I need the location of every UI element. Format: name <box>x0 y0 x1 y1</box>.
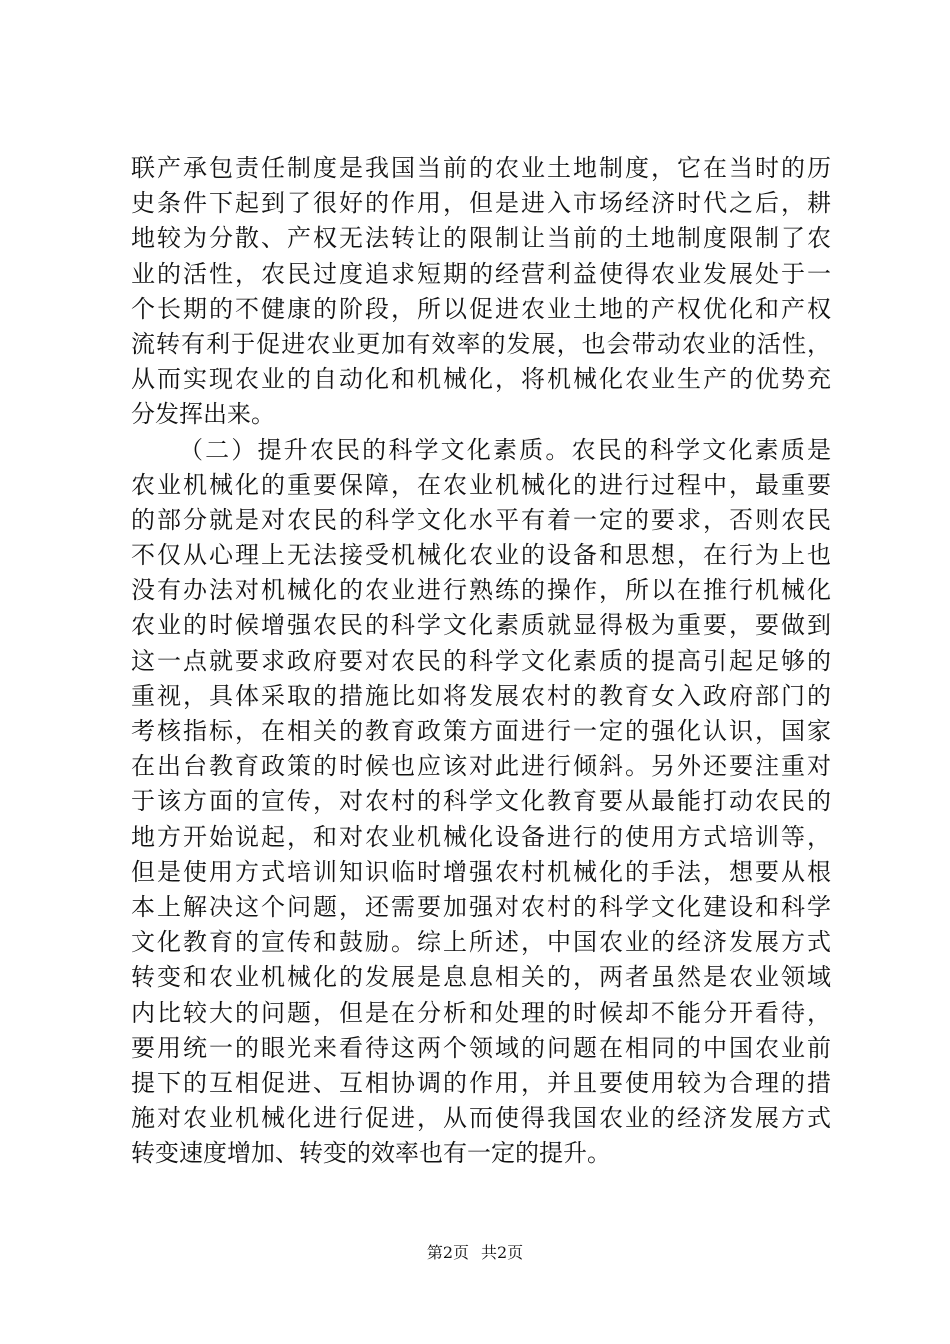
text-line: 提下的互相促进、互相协调的作用，并且要使用较为合理的措 <box>131 1068 831 1097</box>
text-line: 史条件下起到了很好的作用，但是进入市场经济时代之后，耕 <box>131 189 831 218</box>
text-line: 的部分就是对农民的科学文化水平有着一定的要求，否则农民 <box>131 505 831 534</box>
text-line: 地方开始说起，和对农业机械化设备进行的使用方式培训等， <box>131 822 831 851</box>
text-line: 但是使用方式培训知识临时增强农村机械化的手法，想要从根 <box>131 857 831 886</box>
text-line: 施对农业机械化进行促进，从而使得我国农业的经济发展方式 <box>131 1104 831 1133</box>
body-text <box>131 151 831 1171</box>
text-line: 个长期的不健康的阶段，所以促进农业土地的产权优化和产权 <box>131 294 831 323</box>
text-line: 内比较大的问题，但是在分析和处理的时候却不能分开看待， <box>131 998 831 1027</box>
text-line: 这一点就要求政府要对农民的科学文化素质的提高引起足够的 <box>131 646 831 675</box>
text-line: 业的活性，农民过度追求短期的经营利益使得农业发展处于一 <box>131 259 831 288</box>
text-line: （二）提升农民的科学文化素质。农民的科学文化素质是 <box>179 435 831 464</box>
text-line: 没有办法对机械化的农业进行熟练的操作，所以在推行机械化 <box>131 576 831 605</box>
text-line: 转变和农业机械化的发展是息息相关的，两者虽然是农业领域 <box>131 963 831 992</box>
page-number: 第2页 <box>426 1243 469 1262</box>
text-line: 要用统一的眼光来看待这两个领域的问题在相同的中国农业前 <box>131 1033 831 1062</box>
text-line: 分发挥出来。 <box>131 400 275 429</box>
text-line: 文化教育的宣传和鼓励。综上所述，中国农业的经济发展方式 <box>131 928 831 957</box>
text-line: 在出台教育政策的时候也应该对此进行倾斜。另外还要注重对 <box>131 752 831 781</box>
text-line: 重视，具体采取的措施比如将发展农村的教育女入政府部门的 <box>131 681 831 710</box>
page-footer <box>0 1243 950 1263</box>
text-line: 本上解决这个问题，还需要加强对农村的科学文化建设和科学 <box>131 892 831 921</box>
text-line: 从而实现农业的自动化和机械化，将机械化农业生产的优势充 <box>131 365 831 394</box>
text-line: 农业的时候增强农民的科学文化素质就显得极为重要，要做到 <box>131 611 831 640</box>
text-line: 农业机械化的重要保障，在农业机械化的进行过程中，最重要 <box>131 470 831 499</box>
text-line: 不仅从心理上无法接受机械化农业的设备和思想，在行为上也 <box>131 541 831 570</box>
text-line: 联产承包责任制度是我国当前的农业土地制度，它在当时的历 <box>131 154 831 182</box>
text-line: 考核指标，在相关的教育政策方面进行一定的强化认识，国家 <box>131 717 831 745</box>
text-line: 地较为分散、产权无法转让的限制让当前的土地制度限制了农 <box>131 224 831 253</box>
text-line: 流转有利于促进农业更加有效率的发展，也会带动农业的活性， <box>131 329 831 358</box>
text-line: 于该方面的宣传，对农村的科学文化教育要从最能打动农民的 <box>131 787 831 816</box>
text-line: 转变速度增加、转变的效率也有一定的提升。 <box>131 1139 611 1168</box>
page-total: 共2页 <box>481 1243 524 1262</box>
